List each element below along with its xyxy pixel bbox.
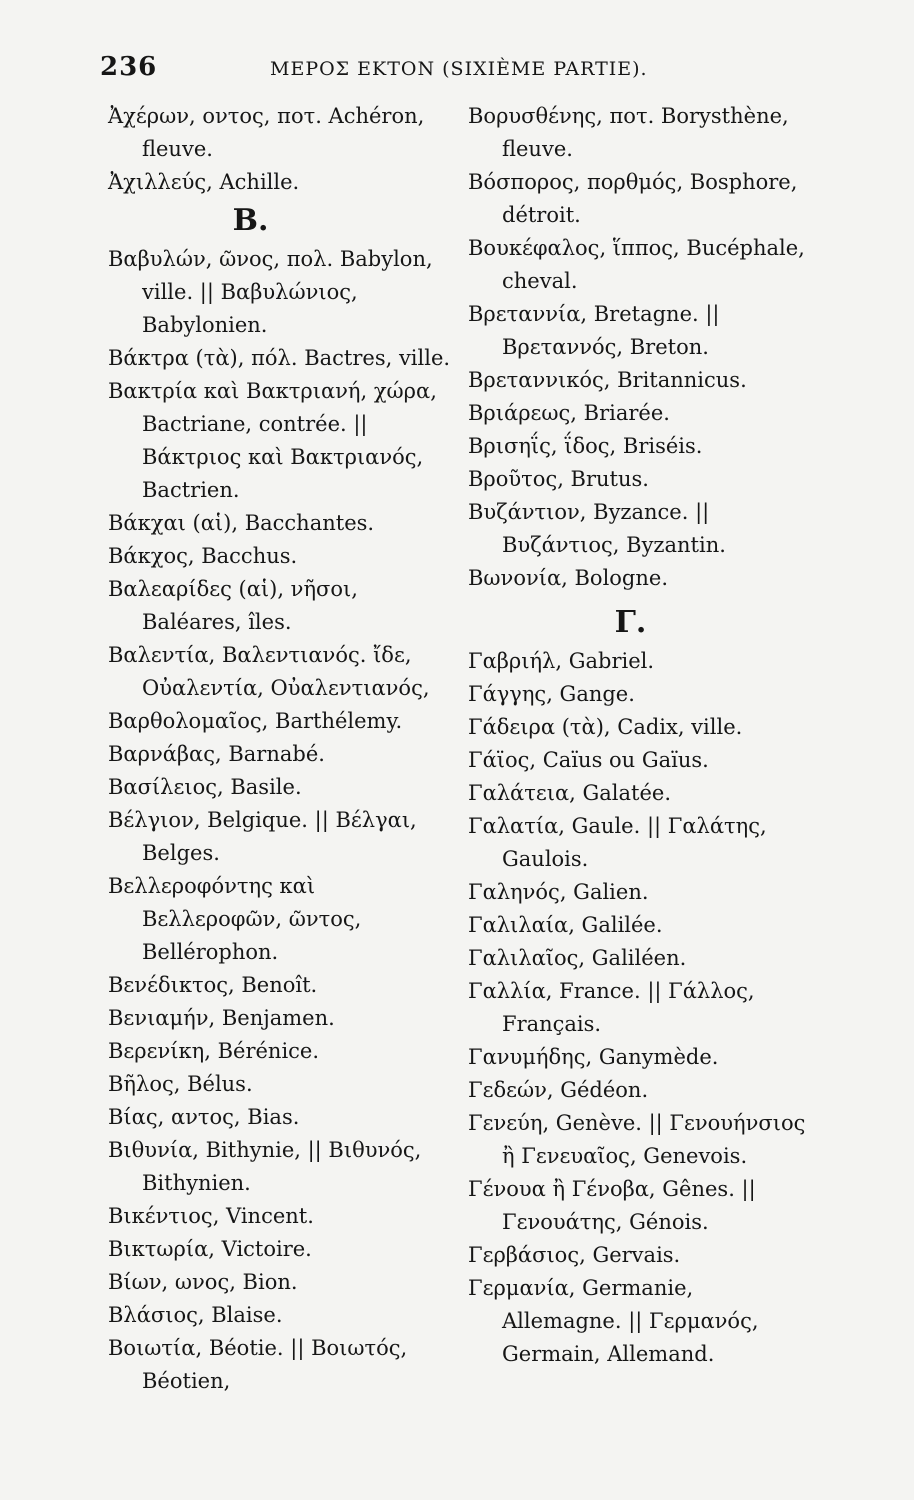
dictionary-entry: Βορυσθένης, ποτ. Borysthène, fleuve. (468, 104, 789, 161)
dictionary-entry: Βουκέφαλος, ἵππος, Bucéphale, cheval. (468, 236, 805, 293)
dictionary-entry: Βικτωρία, Victoire. (108, 1237, 312, 1261)
dictionary-entry: Βαλεντία, Βαλεντιανός. ἴδε, Οὐαλεντία, Οὐαλεντιανός, (108, 643, 430, 700)
section-letter: Γ. (614, 605, 647, 640)
dictionary-entry: Γάδειρα (τὰ), Cadix, ville. (468, 715, 743, 739)
running-title: ΜΕΡΟΣ ΕΚΤΟΝ (SIXIÈME PARTIE). (270, 58, 648, 80)
dictionary-entry: Βριάρεως, Briarée. (468, 401, 670, 425)
dictionary-entry: Βελλεροφόντης καὶ Βελλεροφῶν, ῶντος, Bellérophon. (108, 874, 362, 964)
right-column (468, 100, 813, 1371)
dictionary-entry: Βωνονία, Bologne. (468, 566, 669, 590)
dictionary-entry: Βακτρία καὶ Βακτριανή, χώρα, Bactriane, contrée. || Βάκτριος καὶ Βακτριανός, Bactrien. (108, 379, 437, 502)
dictionary-entry: Βρεταννία, Bretagne. || Βρεταννός, Breton. (468, 302, 720, 359)
dictionary-entry: Γεδεών, Gédéon. (468, 1078, 649, 1102)
dictionary-entry: Γανυμήδης, Ganymède. (468, 1045, 719, 1069)
dictionary-entry: Βαβυλών, ῶνος, πολ. Babylon, ville. || Βαβυλώνιος, Babylonien. (108, 247, 433, 337)
dictionary-entry: Γάγγης, Gange. (468, 682, 635, 706)
dictionary-entry: Γαληνός, Galien. (468, 880, 649, 904)
page-header (100, 52, 660, 92)
dictionary-entry: Βασίλειος, Basile. (108, 775, 302, 799)
dictionary-entry: Βόσπορος, πορθμός, Bosphore, détroit. (468, 170, 798, 227)
dictionary-entry: Βρεταννικός, Britannicus. (468, 368, 747, 392)
section-letter: B. (232, 203, 269, 238)
dictionary-entry: Βροῦτος, Brutus. (468, 467, 649, 491)
dictionary-entry: Βαρθολομαῖος, Barthélemy. (108, 709, 403, 733)
dictionary-entry: Γερβάσιος, Gervais. (468, 1243, 681, 1267)
dictionary-entry: Βαλεαρίδες (αἱ), νῆσοι, Baléares, îles. (108, 577, 358, 634)
dictionary-entry: Βῆλος, Bélus. (108, 1072, 253, 1096)
dictionary-entry: Βικέντιος, Vincent. (108, 1204, 314, 1228)
dictionary-entry: Γαβριήλ, Gabriel. (468, 649, 655, 673)
dictionary-entry: Γαλλία, France. || Γάλλος, Français. (468, 979, 755, 1036)
dictionary-entry: Βάκχαι (αἱ), Bacchantes. (108, 511, 375, 535)
dictionary-entry: Γαλάτεια, Galatée. (468, 781, 672, 805)
dictionary-entry: Βάκτρα (τὰ), πόλ. Bactres, ville. (108, 346, 451, 370)
dictionary-entry: Βίας, αντος, Bias. (108, 1105, 300, 1129)
dictionary-entry: Βενέδικτος, Benoît. (108, 973, 318, 997)
dictionary-entry: Γαλιλαῖος, Galiléen. (468, 946, 687, 970)
dictionary-entry: Γένουα ἢ Γένοβα, Gênes. || Γενουάτης, Génois. (468, 1177, 756, 1234)
page-number: 236 (100, 52, 158, 82)
dictionary-entry: Ἀχιλλεύς, Achille. (108, 170, 300, 194)
dictionary-entry: Βάκχος, Bacchus. (108, 544, 298, 568)
left-column (108, 100, 453, 1398)
dictionary-entry: Βιθυνία, Bithynie, || Βιθυνός, Bithynien. (108, 1138, 422, 1195)
dictionary-entry: Βενιαμήν, Benjamen. (108, 1006, 335, 1030)
dictionary-entry: Βοιωτία, Béotie. || Βοιωτός, Béotien, (108, 1336, 408, 1393)
dictionary-entry: Γερμανία, Germanie, Allemagne. || Γερμανός, Germain, Allemand. (468, 1276, 759, 1366)
dictionary-entry: Βαρνάβας, Barnabé. (108, 742, 325, 766)
dictionary-entry: Γαλιλαία, Galilée. (468, 913, 663, 937)
dictionary-entry: Βλάσιος, Blaise. (108, 1303, 283, 1327)
dictionary-entry: Ἀχέρων, οντος, ποτ. Achéron, fleuve. (108, 104, 425, 161)
dictionary-entry: Βίων, ωνος, Bion. (108, 1270, 298, 1294)
dictionary-entry: Γενεύη, Genève. || Γενουήνσιος ἢ Γενευαῖος, Genevois. (468, 1111, 806, 1168)
dictionary-entry: Βέλγιον, Belgique. || Βέλγαι, Belges. (108, 808, 417, 865)
dictionary-entry: Βυζάντιον, Byzance. || Βυζάντιος, Byzantin. (468, 500, 726, 557)
dictionary-entry: Γαλατία, Gaule. || Γαλάτης, Gaulois. (468, 814, 767, 871)
dictionary-entry: Βερενίκη, Bérénice. (108, 1039, 320, 1063)
dictionary-entry: Γάϊος, Caïus ou Gaïus. (468, 748, 709, 772)
dictionary-entry: Βρισηΐς, ΐδος, Briséis. (468, 434, 703, 458)
